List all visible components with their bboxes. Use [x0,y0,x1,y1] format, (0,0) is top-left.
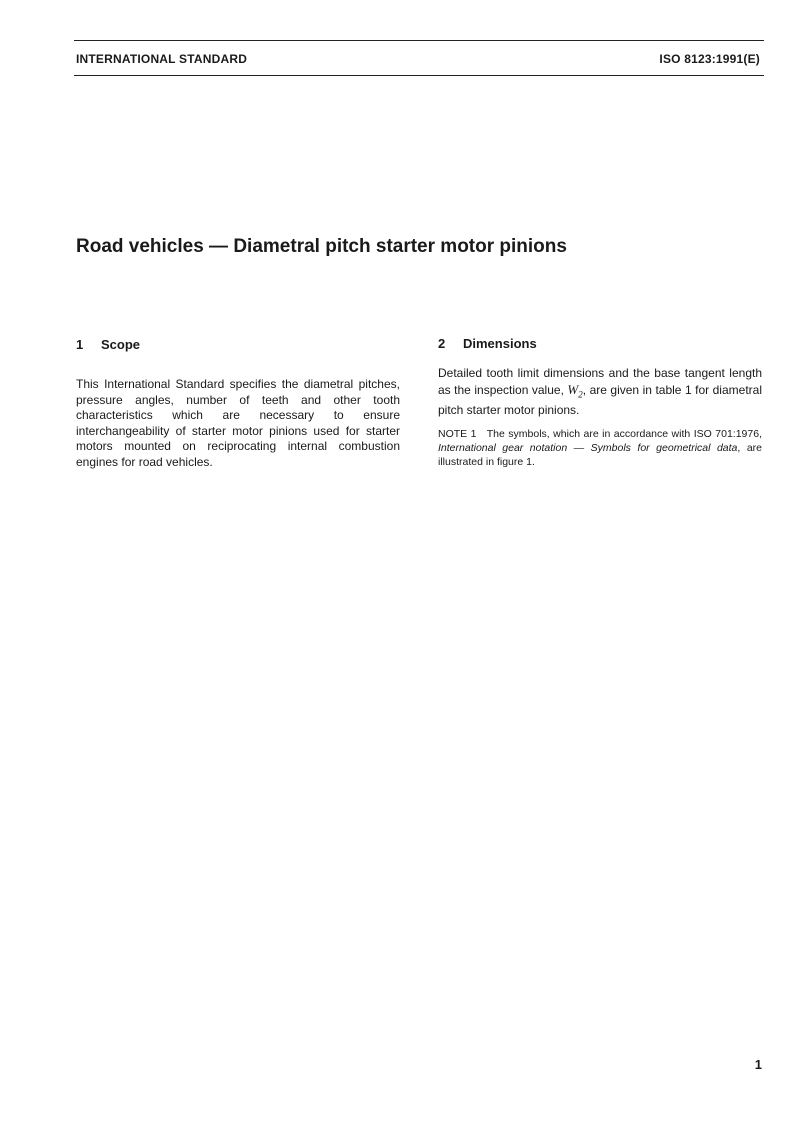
note-reference-title: International gear notation — Symbols for geometrical data [438,442,738,455]
header-top-rule [74,40,764,41]
scope-paragraph: This International Standard specifies the diametral pitches, pressure angles, number of teeth and other tooth characteristics which are necessary to ensure interchangeability of starter motor pinions used for starter motors mounted on reciprocating internal combustion engines for road vehicles. [76,377,400,469]
dimensions-heading-text: Dimensions [463,336,537,351]
header-bottom-rule [74,75,764,76]
dimensions-text-after: , are given in table 1 for diametral pitch starter motor pinions. [438,382,762,417]
scope-section-number: 1 [76,337,84,352]
scope-section [76,337,400,470]
page-number: 1 [754,1057,762,1072]
note-text-before: The symbols, which are in accordance with ISO 701:1976, [486,428,762,441]
scope-heading [76,337,400,355]
note-label: NOTE 1 [438,428,477,441]
header-standard-type: INTERNATIONAL STANDARD [76,52,248,66]
scope-heading-text: Scope [101,337,141,352]
dimensions-section-number: 2 [438,336,446,351]
base-tangent-symbol: $W_2$ [567,381,583,400]
document-title: Road vehicles — Diametral pitch starter motor pinions [76,236,567,257]
note-1 [438,427,762,469]
dimensions-section [438,336,762,469]
header-standard-number: ISO 8123:1991(E) [659,52,760,66]
dimensions-text-before: Detailed tooth limit dimensions and the base tangent length as the inspection value, [438,366,762,397]
note-text-after: , are illustrated in figure 1. [438,442,762,469]
dimensions-paragraph [438,366,762,418]
dimensions-heading [438,336,762,354]
